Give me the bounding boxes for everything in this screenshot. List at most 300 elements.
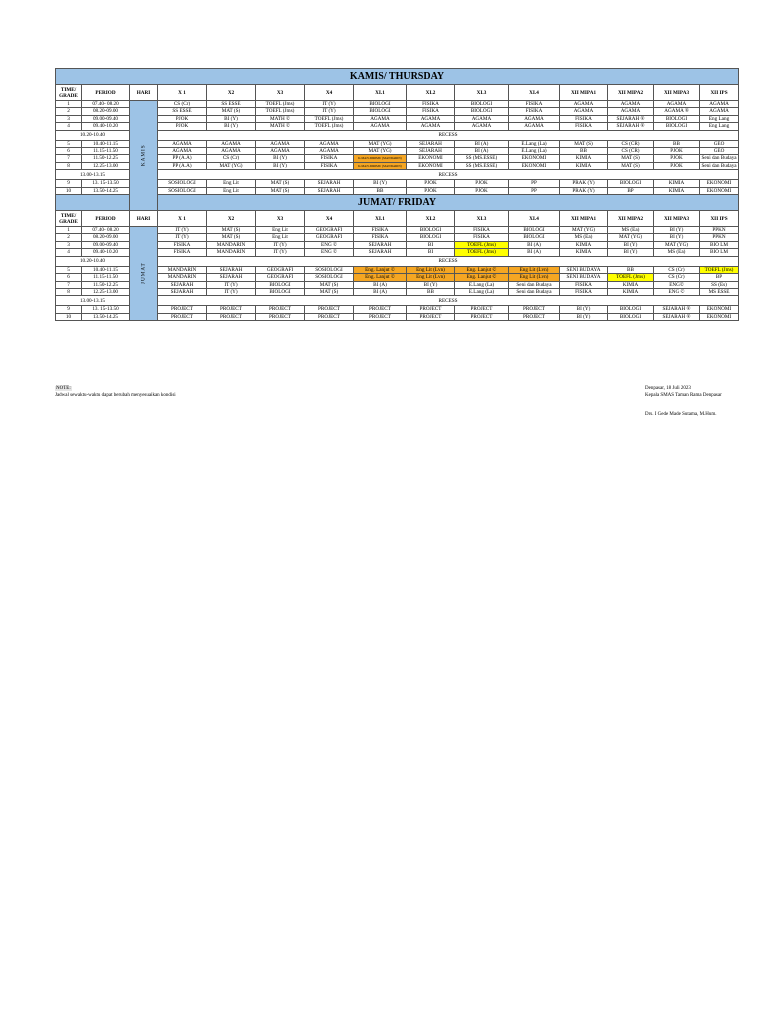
subject-cell: PJOK <box>407 180 455 187</box>
subject-cell: BB <box>654 140 700 147</box>
thursday-title-row <box>56 69 739 85</box>
schedule-row <box>56 281 739 288</box>
period-number: 2 <box>56 108 82 115</box>
subject-cell: PJOK <box>158 115 207 122</box>
subject-cell: AGAMA <box>305 140 354 147</box>
period-number: 1 <box>56 101 82 108</box>
recess-row <box>56 130 739 140</box>
period-number: 4 <box>56 123 82 130</box>
col-header-class: XII MIPA2 <box>608 211 654 227</box>
subject-cell: Eng Lang <box>700 123 739 130</box>
friday-title: JUMAT/ FRIDAY <box>56 195 739 211</box>
subject-cell: Seni dan Budaya <box>701 162 737 169</box>
subject-cell: BI (A) <box>455 140 509 147</box>
subject-cell: IT (Y) <box>305 101 354 108</box>
subject-cell: SOSIOLOGI <box>158 180 207 187</box>
subject-cell: BB <box>407 288 455 295</box>
subject-cell: GEOGRAFI <box>256 274 305 281</box>
period-time: 12.25-13.00 <box>82 162 130 169</box>
subject-cell: BI (Y) <box>560 306 608 313</box>
subject-cell: MAT (S) <box>305 281 354 288</box>
subject-cell: MS ESSE <box>700 288 739 295</box>
period-number: 5 <box>56 140 82 147</box>
subject-cell: TOEFL (Jms) <box>700 266 739 273</box>
subject-cell: AGAMA <box>256 148 305 155</box>
subject-cell: IT (Y) <box>207 288 256 295</box>
subject-cell: EKONOMI <box>407 155 455 162</box>
col-header-class: X3 <box>256 85 305 101</box>
schedule-row <box>56 227 739 234</box>
period-time: 13.50-14.25 <box>82 187 130 194</box>
col-header-class: X 1 <box>158 85 207 101</box>
recess-row <box>56 256 739 266</box>
friday-day-label <box>130 227 158 321</box>
note-label: NOTE: <box>56 386 71 391</box>
subject-cell: SEJARAH ® <box>608 123 654 130</box>
period-time: 09.40-10.20 <box>82 249 130 256</box>
subject-cell: PP <box>509 180 560 187</box>
subject-cell: BIO LM <box>700 249 739 256</box>
subject-cell: BB <box>560 148 608 155</box>
subject-cell: SEJARAH <box>305 180 354 187</box>
subject-cell: EKONOMI <box>509 155 560 162</box>
subject-cell: ENG© <box>654 281 700 288</box>
subject-cell: BIOLOGI <box>256 288 305 295</box>
period-time: 13. 15-13.50 <box>82 306 130 313</box>
subject-cell: CS (CR) <box>608 140 654 147</box>
subject-cell: BP <box>700 274 739 281</box>
period-number: 8 <box>56 288 82 295</box>
subject-cell: AGAMA <box>256 140 305 147</box>
subject-cell: SENI BUDAYA <box>560 266 608 273</box>
schedule-row <box>56 241 739 248</box>
subject-cell: Seni dan Budaya <box>701 155 737 162</box>
subject-cell: BP <box>608 187 654 194</box>
col-header-class: XII MIPA3 <box>654 85 700 101</box>
subject-cell: AGAMA <box>158 148 207 155</box>
subject-cell: E.Lang (La) <box>509 140 560 147</box>
subject-cell: BB <box>354 187 407 194</box>
subject-cell: BI (Y) <box>256 155 305 162</box>
subject-cell: BIOLOGI <box>455 101 509 108</box>
recess-label: RECESS <box>158 130 739 140</box>
subject-cell: AGAMA <box>700 108 739 115</box>
subject-cell: MAT (S) <box>256 187 305 194</box>
subject-cell: KIMIA <box>560 241 608 248</box>
subject-cell: AGAMA <box>509 123 560 130</box>
col-header-class: XII IPS <box>700 85 739 101</box>
col-header-period: PERIOD <box>82 211 130 227</box>
col-header-class: XI.4 <box>509 211 560 227</box>
subject-cell: FISIKA <box>354 227 407 234</box>
subject-cell: BIOLOGI <box>256 281 305 288</box>
subject-cell: E.Lang (La) <box>509 148 560 155</box>
subject-cell: PPKN <box>700 234 739 241</box>
subject-cell: MS (Ea) <box>654 249 700 256</box>
subject-cell: AGAMA <box>608 108 654 115</box>
period-time: 09.00-09.40 <box>82 115 130 122</box>
subject-cell: IT (Y) <box>305 108 354 115</box>
subject-cell: PJOK <box>455 187 509 194</box>
subject-cell: SEJARAH <box>407 148 455 155</box>
period-number: 3 <box>56 115 82 122</box>
subject-cell: BI (Y) <box>608 249 654 256</box>
subject-cell: BIOLOGI <box>608 306 654 313</box>
period-time: 10.40-11.15 <box>82 140 130 147</box>
subject-cell: FISIKA <box>560 123 608 130</box>
subject-cell: PROJECT <box>256 313 305 320</box>
subject-cell: FISIKA <box>158 241 207 248</box>
col-header-hari: HARI <box>130 211 158 227</box>
subject-cell: IT (Y) <box>158 234 207 241</box>
subject-cell: BI (Y) <box>560 313 608 320</box>
subject-cell: PROJECT <box>158 313 207 320</box>
subject-cell: TOEFL (Jms) <box>608 274 654 281</box>
subject-cell: ENG © <box>654 288 700 295</box>
subject-cell: FISIKA <box>560 115 608 122</box>
friday-day-text: JUMAT <box>140 262 147 285</box>
col-header-class: X3 <box>256 211 305 227</box>
period-time: 12.25-13.00 <box>82 288 130 295</box>
subject-cell: GEO <box>700 140 739 147</box>
schedule-row <box>56 155 739 162</box>
subject-cell: TOEFL (Jms) <box>305 123 354 130</box>
period-time: 11.50-12.25 <box>82 155 130 162</box>
subject-cell: Eng Lit (Lvn) <box>407 266 455 273</box>
subject-cell: ENG © <box>305 241 354 248</box>
thursday-title: KAMIS/ THURSDAY <box>56 69 739 85</box>
schedule-row <box>56 162 739 169</box>
subject-cell: PPKN <box>700 227 739 234</box>
subject-cell: SOSIOLOGI <box>305 266 354 273</box>
subject-cell: AGAMA <box>455 123 509 130</box>
period-number: 5 <box>56 266 82 273</box>
subject-cell: BI (Y) <box>207 115 256 122</box>
subject-cell: PROJECT <box>305 306 354 313</box>
subject-cell: BIOLOGI <box>354 101 407 108</box>
subject-cell: PRAK (Y) <box>560 180 608 187</box>
period-number: 8 <box>56 162 82 169</box>
subject-cell: SEJARAH ® <box>608 115 654 122</box>
subject-cell: BIO LM <box>700 241 739 248</box>
subject-cell: PROJECT <box>354 313 407 320</box>
subject-cell: AGAMA <box>608 101 654 108</box>
col-header-class: XI.2 <box>407 211 455 227</box>
subject-cell: Eng Lit <box>256 234 305 241</box>
subject-cell: BIOLOGI <box>509 234 560 241</box>
recess-row <box>56 170 739 180</box>
subject-cell: BI (Y) <box>256 162 305 169</box>
subject-cell: KIMIA <box>654 187 700 194</box>
subject-cell: Eng Lang <box>700 115 739 122</box>
subject-cell: PROJECT <box>407 306 455 313</box>
subject-cell: TOEFL (Jms) <box>305 115 354 122</box>
subject-cell: SOSIOLOGI <box>158 187 207 194</box>
subject-cell: FISIKA <box>305 155 354 162</box>
friday-header-row <box>56 211 739 227</box>
period-time: 11.50-12.25 <box>82 281 130 288</box>
col-header-class: XII IPS <box>700 211 739 227</box>
subject-cell: FISIKA <box>407 108 455 115</box>
subject-cell: SEJARAH ® <box>654 306 700 313</box>
subject-cell: PROJECT <box>407 313 455 320</box>
subject-cell: PROJECT <box>455 313 509 320</box>
subject-cell: AGAMA <box>509 115 560 122</box>
subject-cell: Eng. Lanjut © <box>455 274 509 281</box>
col-header-class: XII MIPA2 <box>608 85 654 101</box>
period-time: 08.20-09.00 <box>82 234 130 241</box>
period-time: 11.15-11.50 <box>82 148 130 155</box>
subject-cell: GEOGRAFI <box>305 234 354 241</box>
schedule-row <box>56 108 739 115</box>
subject-cell: MAT (YG) <box>207 162 256 169</box>
subject-cell: PROJECT <box>305 313 354 320</box>
subject-cell: BI (Y) <box>608 241 654 248</box>
subject-cell: CS (Cr) <box>207 155 256 162</box>
subject-cell: FISIKA <box>354 234 407 241</box>
subject-cell: PJOK <box>455 180 509 187</box>
subject-cell: AGAMA <box>207 148 256 155</box>
period-time: 08.20-09.00 <box>82 108 130 115</box>
col-header-class: XI.4 <box>509 85 560 101</box>
schedule-row <box>56 313 739 320</box>
subject-cell: SS (Es) <box>700 281 739 288</box>
subject-cell: PROJECT <box>207 306 256 313</box>
subject-cell: Eng Lit (Lvn) <box>407 274 455 281</box>
subject-cell: IT (Y) <box>256 249 305 256</box>
schedule-row <box>56 123 739 130</box>
recess-time: 10.20-10.40 <box>56 130 130 140</box>
schedule-table <box>55 68 739 321</box>
subject-cell: BIOLOGI <box>455 108 509 115</box>
subject-cell: CS (CR) <box>608 148 654 155</box>
subject-cell: MAT (YG) <box>354 140 407 147</box>
thursday-header-row <box>56 85 739 101</box>
subject-cell: BIOLOGI <box>654 123 700 130</box>
col-header-time: TIME/ GRADE <box>56 211 82 227</box>
subject-cell: AGAMA ® <box>654 108 700 115</box>
schedule-row <box>56 180 739 187</box>
subject-cell: PP (A.A) <box>158 162 207 169</box>
subject-cell: ENG © <box>305 249 354 256</box>
subject-cell: KIMIA <box>560 155 608 162</box>
col-header-class: XII MIPA1 <box>560 211 608 227</box>
period-number: 9 <box>56 306 82 313</box>
col-header-time: TIME/ GRADE <box>56 85 82 101</box>
col-header-class: XII MIPA1 <box>560 85 608 101</box>
subject-cell: AGAMA <box>354 123 407 130</box>
subject-cell: MAT (S) <box>207 234 256 241</box>
recess-label: RECESS <box>158 296 739 306</box>
schedule-row <box>56 140 739 147</box>
subject-cell: AGAMA <box>158 140 207 147</box>
subject-cell: FISIKA <box>158 249 207 256</box>
subject-cell: SOSIOLOGI <box>305 274 354 281</box>
col-header-class: X 1 <box>158 211 207 227</box>
subject-cell: AGAMA <box>455 115 509 122</box>
subject-cell: SS ESSE <box>158 108 207 115</box>
subject-cell: SEJARAH ® <box>654 313 700 320</box>
subject-cell: MANDARIN <box>158 274 207 281</box>
schedule-row <box>56 101 739 108</box>
subject-cell: MAT (S) <box>305 288 354 295</box>
col-header-class: X2 <box>207 85 256 101</box>
subject-cell: Eng Lit (Lvn) <box>509 266 560 273</box>
note-text: Jadwal sewaktu-waktu dapat berubah menyesuaikan kondisi <box>55 393 176 398</box>
schedule-row <box>56 288 739 295</box>
schedule-row <box>56 115 739 122</box>
period-time: 13. 15-13.50 <box>82 180 130 187</box>
subject-cell: SEJARAH <box>207 266 256 273</box>
period-number: 10 <box>56 313 82 320</box>
subject-cell: AGAMA <box>354 115 407 122</box>
subject-cell: FISIKA <box>305 162 354 169</box>
subject-cell: PROJECT <box>158 306 207 313</box>
subject-cell: KIMIA <box>560 162 608 169</box>
subject-cell: BB <box>608 266 654 273</box>
subject-cell: FISIKA <box>455 234 509 241</box>
subject-cell: BI (Y) <box>654 227 700 234</box>
subject-cell: SS ESSE <box>207 101 256 108</box>
signature-block <box>645 385 722 418</box>
subject-cell: PROJECT <box>509 306 560 313</box>
subject-cell: FISIKA <box>560 288 608 295</box>
subject-cell: BI (Y) <box>207 123 256 130</box>
subject-cell: GEOGRAFI <box>305 227 354 234</box>
period-number: 4 <box>56 249 82 256</box>
subject-cell: FISIKA <box>509 108 560 115</box>
subject-cell: MATH © <box>256 115 305 122</box>
subject-cell: BIOLOGI <box>407 227 455 234</box>
subject-cell: IT (Y) <box>158 227 207 234</box>
subject-cell: BI (A) <box>455 148 509 155</box>
subject-cell: K.MAN.DIRIMU (MANDARIN) <box>354 155 407 162</box>
recess-label: RECESS <box>158 170 739 180</box>
subject-cell: E.Lang (La) <box>455 288 509 295</box>
subject-cell: BI (Y) <box>654 234 700 241</box>
subject-cell: PROJECT <box>207 313 256 320</box>
subject-cell: FISIKA <box>560 281 608 288</box>
period-time: 11.15-11.50 <box>82 274 130 281</box>
subject-cell: SS (MS.ESSE) <box>455 155 509 162</box>
subject-cell: MAT (S) <box>608 155 654 162</box>
subject-cell: CS (Cr) <box>654 274 700 281</box>
subject-cell: AGAMA <box>560 108 608 115</box>
col-header-class: XII MIPA3 <box>654 211 700 227</box>
subject-cell: SEJARAH <box>407 140 455 147</box>
subject-cell: AGAMA <box>654 101 700 108</box>
subject-cell: MAT (S) <box>207 227 256 234</box>
subject-cell: MAT (S) <box>560 140 608 147</box>
col-header-class: XI.1 <box>354 211 407 227</box>
subject-cell: BIOLOGI <box>608 180 654 187</box>
period-number: 3 <box>56 241 82 248</box>
subject-cell: GEOGRAFI <box>256 266 305 273</box>
subject-cell: MAT (S) <box>207 108 256 115</box>
subject-cell: BIOLOGI <box>407 234 455 241</box>
subject-cell: KIMIA <box>608 288 654 295</box>
period-number: 1 <box>56 227 82 234</box>
subject-cell: CS (Cr) <box>654 266 700 273</box>
friday-title-row <box>56 195 739 211</box>
subject-cell: KIMIA <box>608 281 654 288</box>
subject-cell: SEJARAH <box>305 187 354 194</box>
col-header-class: XI.2 <box>407 85 455 101</box>
subject-cell: MANDARIN <box>158 266 207 273</box>
subject-cell: MAT (YG) <box>608 234 654 241</box>
subject-cell: BIOLOGI <box>654 115 700 122</box>
subject-cell: Eng. Lanjut © <box>354 274 407 281</box>
schedule-row <box>56 266 739 273</box>
period-number: 2 <box>56 234 82 241</box>
period-number: 7 <box>56 281 82 288</box>
subject-cell: Eng. Lanjut © <box>455 266 509 273</box>
subject-cell: TOEFL (Jms) <box>455 241 509 248</box>
period-time: 10.40-11.15 <box>82 266 130 273</box>
subject-cell: IT (Y) <box>256 241 305 248</box>
subject-cell: PJOK <box>158 123 207 130</box>
subject-cell: KIMIA <box>560 249 608 256</box>
subject-cell: BIOLOGI <box>608 313 654 320</box>
col-header-class: X4 <box>305 211 354 227</box>
subject-cell: MS (Ea) <box>560 234 608 241</box>
subject-cell: IT (Y) <box>207 281 256 288</box>
col-header-class: XI.3 <box>455 85 509 101</box>
subject-cell: BI <box>407 249 455 256</box>
signer-title: Kepala SMAS Taman Rama Denpasar <box>645 393 722 398</box>
subject-cell: PROJECT <box>455 306 509 313</box>
recess-label: RECESS <box>158 256 739 266</box>
subject-cell: MAT (S) <box>256 180 305 187</box>
subject-cell: PJOK <box>654 162 700 169</box>
subject-cell: EKONOMI <box>700 187 739 194</box>
schedule-row <box>56 148 739 155</box>
schedule-row <box>56 187 739 194</box>
subject-cell: EKONOMI <box>700 313 739 320</box>
subject-cell: EKONOMI <box>407 162 455 169</box>
schedule-row <box>56 249 739 256</box>
subject-cell: BI (A) <box>354 281 407 288</box>
subject-cell: TOEFL (Jms) <box>256 101 305 108</box>
period-number: 7 <box>56 155 82 162</box>
col-header-class: X4 <box>305 85 354 101</box>
subject-cell: AGAMA <box>407 123 455 130</box>
subject-cell: PJOK <box>407 187 455 194</box>
subject-cell: BIOLOGI <box>354 108 407 115</box>
period-time: 09.40-10.20 <box>82 123 130 130</box>
signer-name: Drs. I Gede Made Sutama, M.Hum. <box>645 412 717 417</box>
subject-cell: K.MAN.DIRIMU (MANDARIN) <box>354 162 407 169</box>
subject-cell: EKONOMI <box>700 306 739 313</box>
period-time: 07.40- 08.20 <box>82 227 130 234</box>
subject-cell: PROJECT <box>256 306 305 313</box>
col-header-period: PERIOD <box>82 85 130 101</box>
col-header-class: X2 <box>207 211 256 227</box>
subject-cell: BI (Y) <box>354 180 407 187</box>
period-time: 13.50-14.25 <box>82 313 130 320</box>
subject-cell: TOEFL (Jms) <box>256 108 305 115</box>
period-number: 6 <box>56 274 82 281</box>
period-time: 09.00-09.40 <box>82 241 130 248</box>
subject-cell: Seni dan Budaya <box>509 288 560 295</box>
recess-time: 10.20-10.40 <box>56 256 130 266</box>
subject-cell: BI (Y) <box>407 281 455 288</box>
subject-cell: MAT (YG) <box>654 241 700 248</box>
subject-cell: AGAMA <box>407 115 455 122</box>
recess-time: 13.00-13.15 <box>56 170 130 180</box>
subject-cell: PRAK (Y) <box>560 187 608 194</box>
subject-cell: SEJARAH <box>354 241 407 248</box>
